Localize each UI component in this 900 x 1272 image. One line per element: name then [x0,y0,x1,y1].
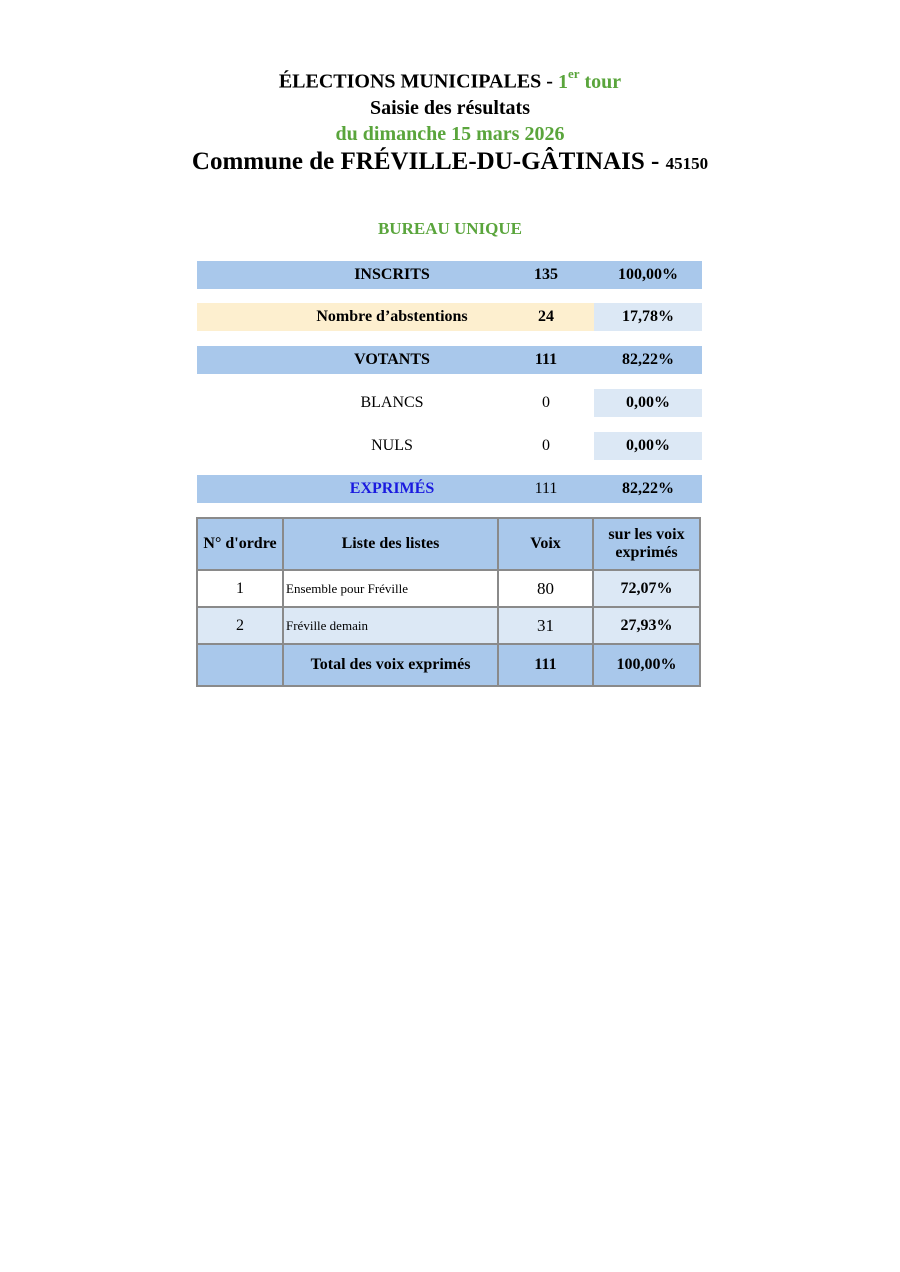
results-header-row [197,518,700,570]
row-percent: 27,93% [593,607,700,644]
row-list-name: Fréville demain [283,607,498,644]
commune-title [0,148,900,176]
table-row [197,607,700,644]
votants-value: 111 [534,351,558,368]
round-superscript: er [567,66,580,81]
total-votes: 111 [498,644,593,686]
row-votes: 31 [498,607,593,644]
votants-row [197,346,702,374]
postal-code: 45150 [665,154,709,173]
abstentions-value: 24 [538,308,554,325]
total-empty-cell [197,644,283,686]
round-number: 1 [557,70,568,93]
total-percent: 100,00% [593,644,700,686]
exprimes-row [197,475,702,503]
abstentions-row [197,303,702,331]
round-label [557,66,622,93]
blancs-label: BLANCS [360,394,424,411]
blancs-row [197,389,702,417]
inscrits-row [197,261,702,289]
nuls-row [197,432,702,460]
round-word: tour [584,70,622,93]
inscrits-percent: 100,00% [618,266,678,283]
votants-label: VOTANTS [354,351,430,368]
row-percent: 72,07% [593,570,700,607]
nuls-label: NULS [371,437,413,454]
commune-name: Commune de FRÉVILLE-DU-GÂTINAIS - [191,148,660,175]
total-label: Total des voix exprimés [283,644,498,686]
votants-percent: 82,22% [622,351,674,368]
header-votes: Voix [498,518,593,570]
election-title-prefix: ÉLECTIONS MUNICIPALES - [278,70,553,93]
row-list-name: Ensemble pour Fréville [283,570,498,607]
total-row [197,644,700,686]
bureau-label: BUREAU UNIQUE [377,219,523,238]
header-list: Liste des listes [283,518,498,570]
exprimes-percent: 82,22% [622,480,674,497]
abstentions-percent: 17,78% [594,303,702,331]
row-order: 2 [197,607,283,644]
table-row [197,570,700,607]
blancs-value: 0 [542,394,550,411]
results-table [196,517,701,687]
blancs-percent: 0,00% [594,389,702,417]
inscrits-value: 135 [534,266,558,283]
inscrits-label: INSCRITS [354,266,430,283]
header-order: N° d'ordre [197,518,283,570]
abstentions-label: Nombre d’abstentions [316,308,468,325]
subtitle: Saisie des résultats [370,97,530,119]
row-order: 1 [197,570,283,607]
exprimes-value: 111 [534,480,558,497]
nuls-percent: 0,00% [594,432,702,460]
row-votes: 80 [498,570,593,607]
election-date: du dimanche 15 mars 2026 [335,123,565,145]
nuls-value: 0 [542,437,550,454]
exprimes-label: EXPRIMÉS [349,480,435,497]
election-title [0,68,900,94]
header-percent: sur les voix exprimés [593,518,700,570]
